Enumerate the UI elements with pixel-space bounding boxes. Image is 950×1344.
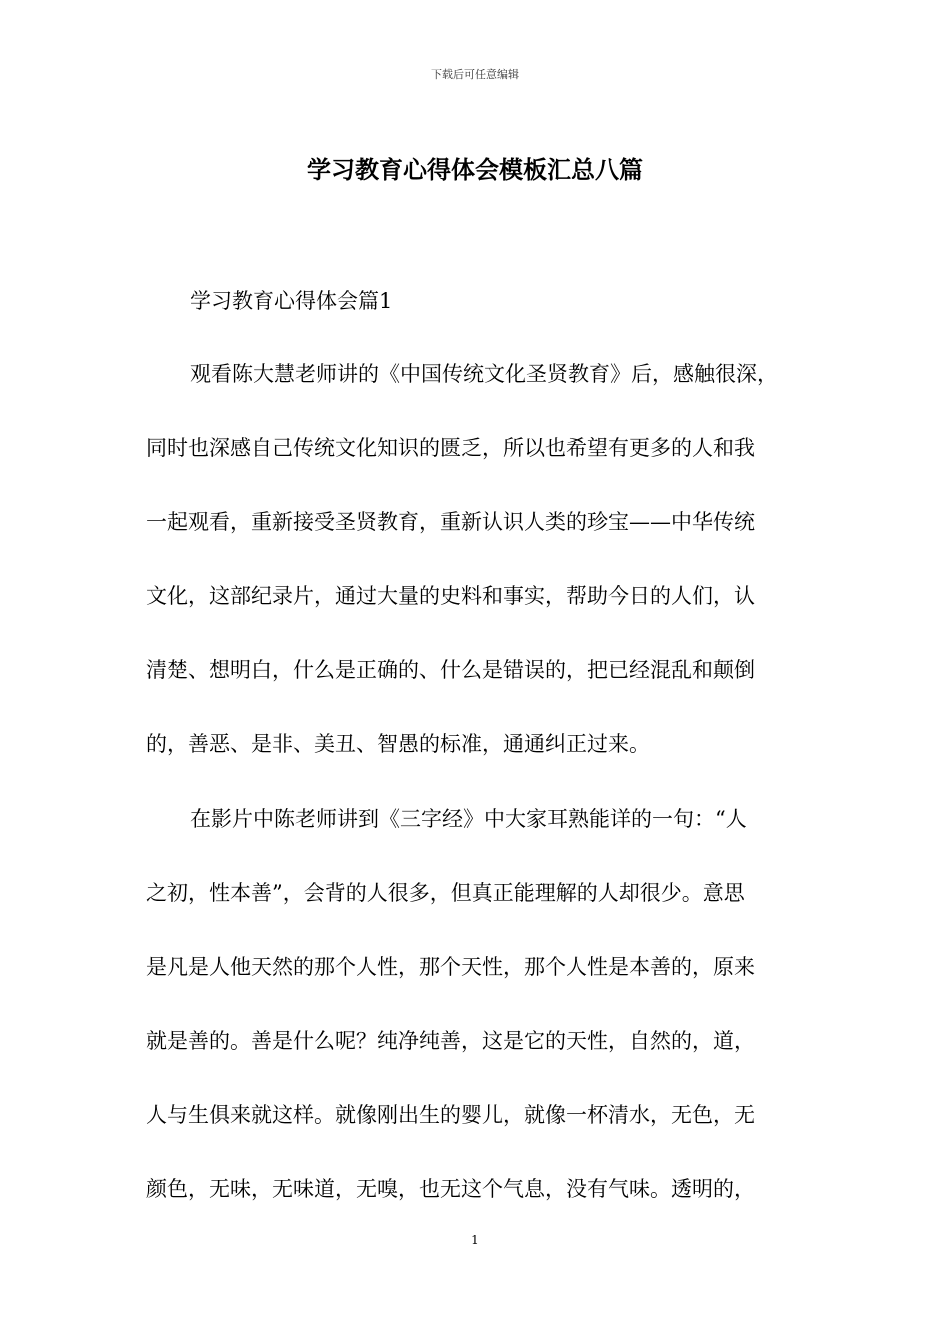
paragraph-line-12: 颜色，无味，无味道，无嗅，也无这个气息，没有气味。透明的， [146, 1177, 755, 1201]
paragraph-line-10: 就是善的。善是什么呢？纯净纯善，这是它的天性，自然的，道， [146, 1029, 755, 1053]
document-title: 学习教育心得体会模板汇总八篇 [307, 155, 643, 184]
paragraph-line-6: 的，善恶、是非、美丑、智愚的标准，通通纠正过来。 [146, 732, 650, 756]
paragraph-line-3: 一起观看，重新接受圣贤教育，重新认识人类的珍宝——中华传统 [146, 510, 755, 534]
paragraph-line-4: 文化，这部纪录片，通过大量的史料和事实，帮助今日的人们，认 [146, 584, 755, 608]
paragraph-line-7: 在影片中陈老师讲到《三字经》中大家耳熟能详的一句：“人 [190, 807, 747, 831]
paragraph-line-11: 人与生俱来就这样。就像刚出生的婴儿，就像一杯清水，无色，无 [146, 1103, 755, 1127]
paragraph-line-9: 是凡是人他天然的那个人性，那个天性，那个人性是本善的，原来 [146, 955, 755, 979]
page-header-note: 下载后可任意编辑 [431, 68, 519, 81]
paragraph-line-2: 同时也深感自己传统文化知识的匮乏，所以也希望有更多的人和我 [146, 436, 755, 460]
paragraph-line-5: 清楚、想明白，什么是正确的、什么是错误的，把已经混乱和颠倒 [146, 658, 755, 682]
paragraph-line-1: 观看陈大慧老师讲的《中国传统文化圣贤教育》后，感触很深， [190, 362, 778, 386]
section-heading: 学习教育心得体会篇1 [190, 289, 393, 313]
paragraph-line-8: 之初，性本善”，会背的人很多，但真正能理解的人却很少。意思 [146, 881, 745, 905]
page-number: 1 [471, 1233, 479, 1247]
